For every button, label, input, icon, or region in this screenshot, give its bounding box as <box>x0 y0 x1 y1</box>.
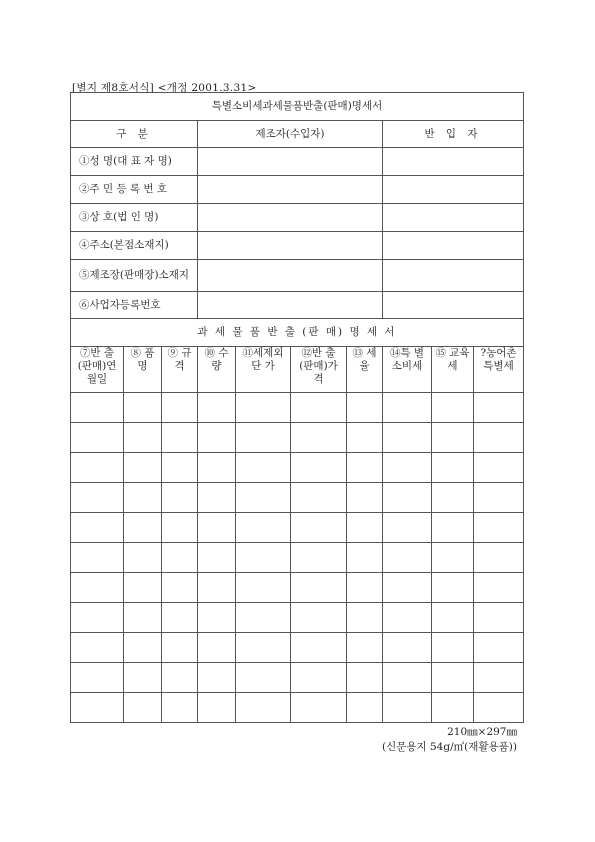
entry-cell[interactable] <box>124 633 162 663</box>
table-row <box>71 393 524 423</box>
entry-cell[interactable] <box>124 423 162 453</box>
row-label-resident-number: ②주 민 등 록 번 호 <box>71 176 198 204</box>
entry-cell[interactable] <box>124 693 162 723</box>
entry-cell[interactable] <box>347 693 383 723</box>
entry-cell[interactable] <box>198 603 236 633</box>
entry-cell[interactable] <box>291 573 347 603</box>
entry-cell[interactable] <box>383 423 432 453</box>
entry-cell[interactable] <box>162 603 198 633</box>
entry-cell[interactable] <box>162 663 198 693</box>
entry-cell[interactable] <box>71 483 124 513</box>
entry-cell[interactable] <box>291 393 347 423</box>
entry-cell[interactable] <box>124 513 162 543</box>
entry-cell[interactable] <box>124 453 162 483</box>
entry-cell[interactable] <box>383 513 432 543</box>
entry-cell[interactable] <box>71 393 124 423</box>
table-row <box>71 663 524 693</box>
importer-company-name-field[interactable] <box>383 204 524 232</box>
manufacturer-business-number-field[interactable] <box>198 292 383 319</box>
entry-cell[interactable] <box>71 693 124 723</box>
table-row <box>71 423 524 453</box>
entry-cell[interactable] <box>198 543 236 573</box>
entry-cell[interactable] <box>474 693 524 723</box>
row-label-factory-location: ⑤제조장(판매장)소재지 <box>71 260 198 292</box>
entry-cell[interactable] <box>236 483 291 513</box>
entry-cell[interactable] <box>291 423 347 453</box>
entry-cell[interactable] <box>383 573 432 603</box>
table-row <box>71 693 524 723</box>
manufacturer-address-field[interactable] <box>198 232 383 260</box>
entry-cell[interactable] <box>383 393 432 423</box>
entry-cell[interactable] <box>474 393 524 423</box>
entry-cell[interactable] <box>347 663 383 693</box>
table-row <box>71 543 524 573</box>
entry-cell[interactable] <box>198 693 236 723</box>
entry-cell[interactable] <box>198 513 236 543</box>
entry-cell[interactable] <box>124 393 162 423</box>
entry-cell[interactable] <box>236 573 291 603</box>
entry-cell[interactable] <box>71 603 124 633</box>
entry-cell[interactable] <box>124 483 162 513</box>
entry-cell[interactable] <box>124 573 162 603</box>
entry-cell[interactable] <box>236 423 291 453</box>
entry-cell[interactable] <box>347 423 383 453</box>
entry-cell[interactable] <box>432 573 474 603</box>
entry-cell[interactable] <box>474 633 524 663</box>
entry-cell[interactable] <box>474 483 524 513</box>
entry-cell[interactable] <box>474 513 524 543</box>
tax-rate-header: ⑬ 세 율 <box>347 347 383 393</box>
rural-special-tax-header: ?농어촌 특별세 <box>474 347 524 393</box>
row-label-company-name: ③상 호(법 인 명) <box>71 204 198 232</box>
entry-cell[interactable] <box>198 453 236 483</box>
entry-cell[interactable] <box>432 603 474 633</box>
entry-cell[interactable] <box>162 633 198 663</box>
entry-cell[interactable] <box>162 453 198 483</box>
entry-cell[interactable] <box>474 543 524 573</box>
entry-cell[interactable] <box>291 663 347 693</box>
unit-price-header: ⑪세제외 단 가 <box>236 347 291 393</box>
table-row <box>71 513 524 543</box>
entry-cell[interactable] <box>383 663 432 693</box>
entry-cell[interactable] <box>71 633 124 663</box>
entry-cell[interactable] <box>432 513 474 543</box>
entry-cell[interactable] <box>236 663 291 693</box>
entry-cell[interactable] <box>432 483 474 513</box>
entry-cell[interactable] <box>347 513 383 543</box>
entry-cell[interactable] <box>236 693 291 723</box>
entry-cell[interactable] <box>347 573 383 603</box>
entry-cell[interactable] <box>162 693 198 723</box>
entry-cell[interactable] <box>347 543 383 573</box>
entry-cell[interactable] <box>236 543 291 573</box>
entry-cell[interactable] <box>474 663 524 693</box>
entry-cell[interactable] <box>236 453 291 483</box>
entry-cell[interactable] <box>291 483 347 513</box>
entry-cell[interactable] <box>71 663 124 693</box>
entry-cell[interactable] <box>162 483 198 513</box>
entry-cell[interactable] <box>347 633 383 663</box>
entry-cell[interactable] <box>291 543 347 573</box>
shipment-price-header: ⑫반 출 (판매)가 격 <box>291 347 347 393</box>
importer-factory-location-field[interactable] <box>383 260 524 292</box>
entry-cell[interactable] <box>162 393 198 423</box>
entry-cell[interactable] <box>383 603 432 633</box>
entry-cell[interactable] <box>198 483 236 513</box>
entry-cell[interactable] <box>432 633 474 663</box>
importer-resident-number-field[interactable] <box>383 176 524 204</box>
form-number-label: [별지 제8호서식] <개정 2001.3.31> <box>72 82 257 94</box>
entry-cell[interactable] <box>383 453 432 483</box>
importer-address-field[interactable] <box>383 232 524 260</box>
entry-cell[interactable] <box>71 453 124 483</box>
manufacturer-factory-location-field[interactable] <box>198 260 383 292</box>
row-label-business-number: ⑥사업자등록번호 <box>71 292 198 319</box>
detail-section-title: 과 세 물 품 반 출 (판 매) 명 세 서 <box>71 319 524 347</box>
table-row <box>71 603 524 633</box>
column-header-importer: 반 입 자 <box>383 121 524 148</box>
entry-cell[interactable] <box>71 543 124 573</box>
entry-cell[interactable] <box>198 573 236 603</box>
row-label-address: ④주소(본점소재지) <box>71 232 198 260</box>
special-consumption-tax-header: ⑭특 별 소비세 <box>383 347 432 393</box>
quantity-header: ⑩ 수 량 <box>198 347 236 393</box>
entry-cell[interactable] <box>291 603 347 633</box>
entry-cell[interactable] <box>162 543 198 573</box>
entry-cell[interactable] <box>474 423 524 453</box>
entry-cell[interactable] <box>124 603 162 633</box>
entry-cell[interactable] <box>236 513 291 543</box>
entry-cell[interactable] <box>383 693 432 723</box>
specification-header: ⑨ 규 격 <box>162 347 198 393</box>
entry-cell[interactable] <box>383 633 432 663</box>
shipment-date-header: ⑦반 출 (판매)연월일 <box>71 347 124 393</box>
table-row <box>71 573 524 603</box>
entry-cell[interactable] <box>236 603 291 633</box>
entry-cell[interactable] <box>291 513 347 543</box>
entry-cell[interactable] <box>432 393 474 423</box>
row-label-name: ①성 명(대 표 자 명) <box>71 148 198 176</box>
importer-business-number-field[interactable] <box>383 292 524 319</box>
manufacturer-company-name-field[interactable] <box>198 204 383 232</box>
entry-cell[interactable] <box>236 633 291 663</box>
entry-cell[interactable] <box>71 513 124 543</box>
entry-cell[interactable] <box>347 603 383 633</box>
entry-cell[interactable] <box>347 453 383 483</box>
column-header-category: 구 분 <box>71 121 198 148</box>
entry-cell[interactable] <box>474 573 524 603</box>
entry-cell[interactable] <box>432 453 474 483</box>
entry-cell[interactable] <box>124 663 162 693</box>
entry-cell[interactable] <box>162 513 198 543</box>
item-name-header: ⑧ 품 명 <box>124 347 162 393</box>
entry-cell[interactable] <box>162 423 198 453</box>
entry-cell[interactable] <box>291 453 347 483</box>
entry-cell[interactable] <box>432 423 474 453</box>
column-header-manufacturer: 제조자(수입자) <box>198 121 383 148</box>
entry-cell[interactable] <box>432 543 474 573</box>
entry-cell[interactable] <box>474 603 524 633</box>
table-row <box>71 483 524 513</box>
education-tax-header: ⑮ 교육세 <box>432 347 474 393</box>
entry-cell[interactable] <box>71 573 124 603</box>
manufacturer-name-field[interactable] <box>198 148 383 176</box>
table-row <box>71 453 524 483</box>
entry-cell[interactable] <box>198 663 236 693</box>
entry-cell[interactable] <box>432 663 474 693</box>
table-row <box>71 633 524 663</box>
entry-cell[interactable] <box>198 633 236 663</box>
entry-cell[interactable] <box>236 393 291 423</box>
entry-cell[interactable] <box>474 453 524 483</box>
entry-cell[interactable] <box>432 693 474 723</box>
entry-cell[interactable] <box>347 483 383 513</box>
importer-name-field[interactable] <box>383 148 524 176</box>
entry-cell[interactable] <box>291 693 347 723</box>
entry-cell[interactable] <box>383 543 432 573</box>
form-title: 특별소비세과세물품반출(판매)명세서 <box>71 93 524 121</box>
paper-type-label: (신문용지 54g/㎡(재활용품)) <box>382 741 517 753</box>
entry-cell[interactable] <box>71 423 124 453</box>
entry-cell[interactable] <box>383 483 432 513</box>
entry-cell[interactable] <box>291 633 347 663</box>
entry-cell[interactable] <box>162 573 198 603</box>
manufacturer-resident-number-field[interactable] <box>198 176 383 204</box>
paper-size-label: 210㎜×297㎜ <box>447 726 517 738</box>
entry-cell[interactable] <box>347 393 383 423</box>
entry-cell[interactable] <box>198 393 236 423</box>
entry-cell[interactable] <box>124 543 162 573</box>
entry-cell[interactable] <box>198 423 236 453</box>
tax-item-shipment-form <box>70 92 524 723</box>
